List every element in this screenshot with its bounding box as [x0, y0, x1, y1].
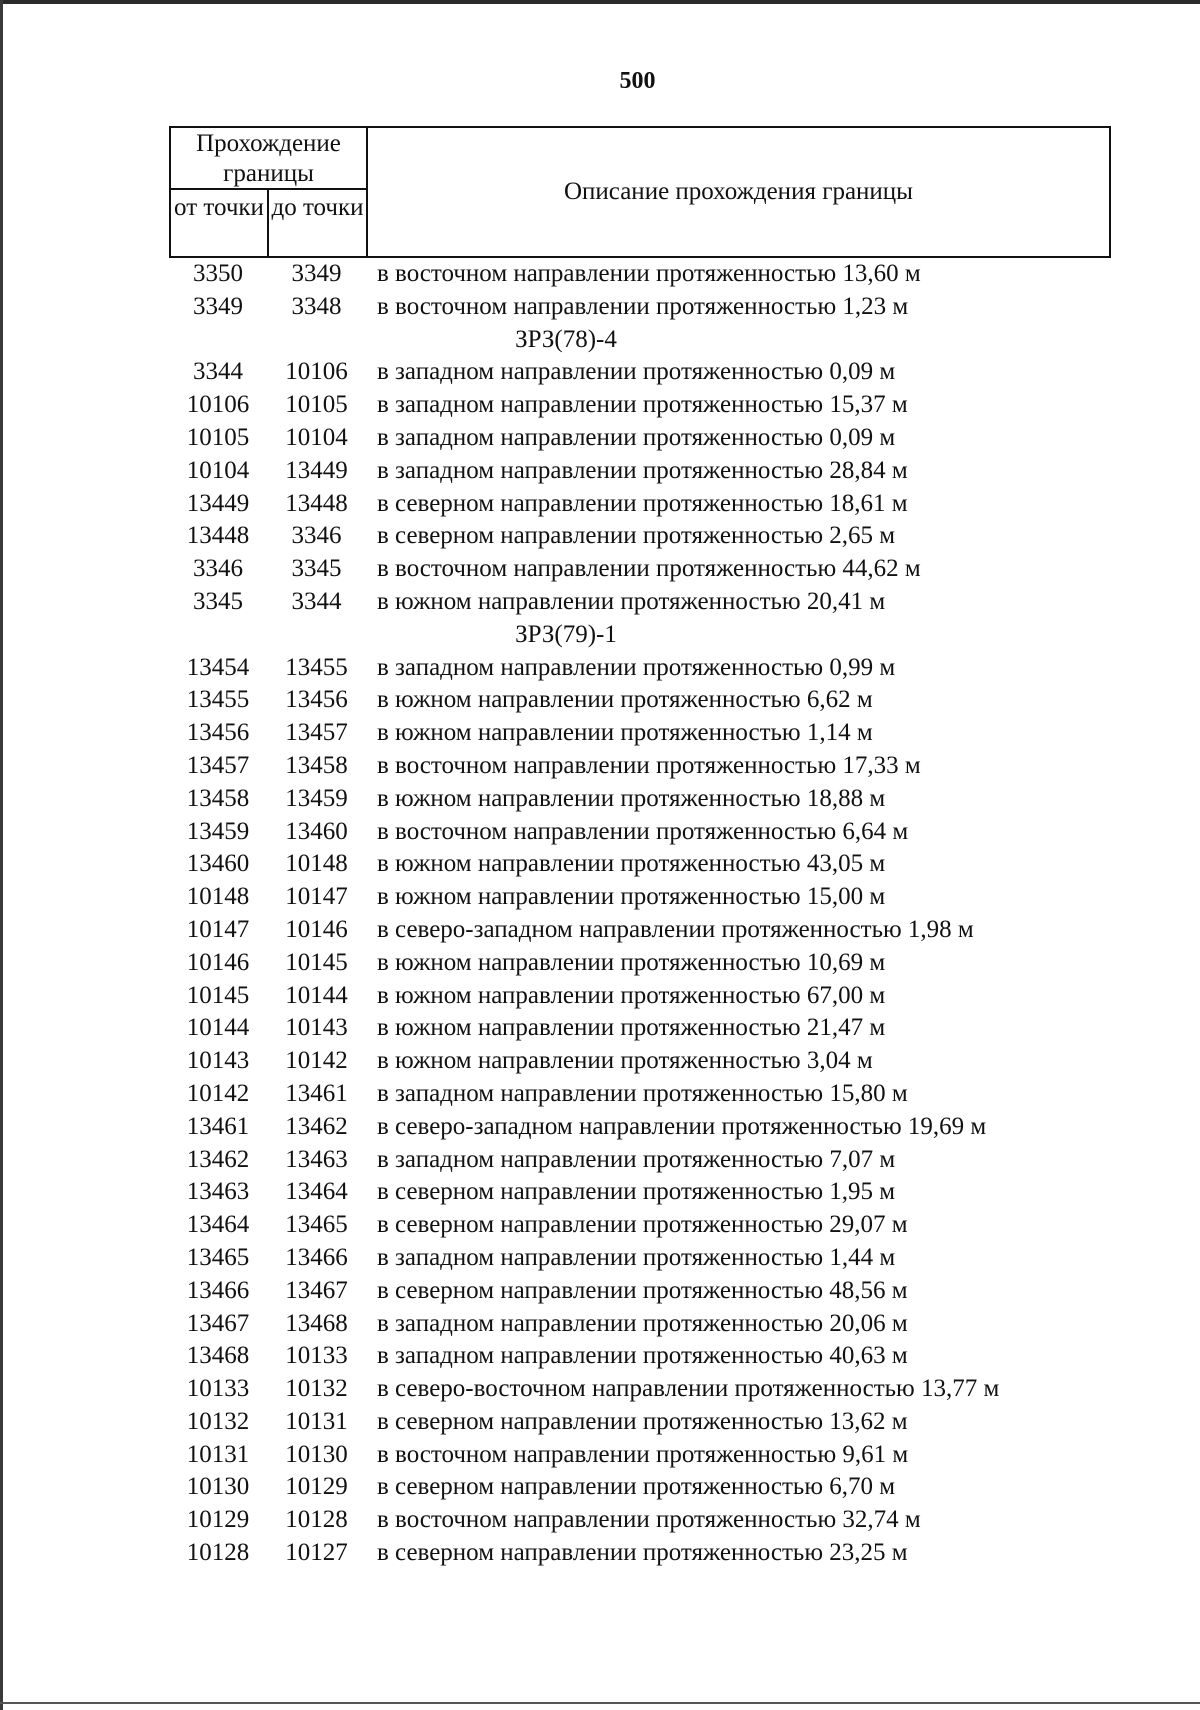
from-point-cell: 3344 — [193, 358, 243, 386]
from-point-cell: 10129 — [186, 1506, 250, 1534]
table-row — [169, 455, 1111, 488]
to-point-cell: 13458 — [285, 751, 348, 779]
description-cell: в северном направлении протяженностью 6,70 м — [377, 1473, 896, 1501]
to-point-cell: 13449 — [285, 456, 348, 484]
to-point-cell: 13464 — [285, 1178, 348, 1206]
table-row — [169, 1340, 1111, 1373]
description-cell: в южном направлении протяженностью 20,41 м — [377, 587, 886, 615]
from-point-cell: 10146 — [186, 948, 250, 976]
section-label: ЗРЗ(79)-1 — [515, 620, 617, 648]
description-cell: в западном направлении протяженностью 7,07 м — [377, 1145, 896, 1173]
description-cell: в северном направлении протяженностью 23,25 м — [377, 1539, 908, 1567]
from-point-cell: 10105 — [186, 423, 250, 451]
table-row — [169, 356, 1111, 389]
description-cell: в южном направлении протяженностью 6,62 м — [377, 686, 873, 714]
description-cell: в северном направлении протяженностью 48,56 м — [377, 1276, 908, 1304]
to-point-cell: 13459 — [285, 784, 348, 812]
description-cell: в западном направлении протяженностью 40,63 м — [377, 1342, 908, 1370]
scan-edge-top — [0, 0, 1200, 4]
to-point-cell: 10142 — [285, 1047, 348, 1075]
table-row — [169, 1176, 1111, 1209]
table-row — [169, 291, 1111, 324]
description-cell: в северном направлении протяженностью 2,65 м — [377, 522, 896, 550]
table-row — [169, 1537, 1111, 1570]
section-row — [169, 619, 1111, 652]
to-point-cell: 10106 — [285, 358, 348, 386]
header-from-point: от точки — [171, 190, 269, 258]
to-point-cell: 10130 — [285, 1440, 348, 1468]
table-header — [169, 126, 1111, 258]
table-row — [169, 881, 1111, 914]
to-point-cell: 3346 — [291, 522, 342, 550]
table-row — [169, 1308, 1111, 1341]
to-point-cell: 13468 — [285, 1309, 348, 1337]
table-row — [169, 1373, 1111, 1406]
to-point-cell: 10104 — [285, 423, 348, 451]
to-point-cell: 13465 — [285, 1211, 348, 1239]
header-boundary-passage: Прохождение границы — [171, 128, 368, 190]
description-cell: в северном направлении протяженностью 18,61 м — [377, 489, 908, 517]
to-point-cell: 10145 — [285, 948, 348, 976]
description-cell: в восточном направлении протяженностью 6,64 м — [377, 817, 909, 845]
description-cell: в северо-западном направлении протяженностью 1,98 м — [377, 915, 974, 943]
description-cell: в западном направлении протяженностью 28,84 м — [377, 456, 908, 484]
from-point-cell: 10147 — [186, 915, 250, 943]
description-cell: в западном направлении протяженностью 15,37 м — [377, 391, 908, 419]
description-cell: в южном направлении протяженностью 15,00 м — [377, 883, 886, 911]
from-point-cell: 10132 — [186, 1407, 250, 1435]
description-cell: в южном направлении протяженностью 3,04 м — [377, 1047, 873, 1075]
scan-edge-bottom — [0, 1702, 1200, 1704]
table-row — [169, 553, 1111, 586]
to-point-cell: 13461 — [285, 1079, 348, 1107]
to-point-cell: 10144 — [285, 981, 348, 1009]
from-point-cell: 13461 — [186, 1112, 250, 1140]
from-point-cell: 10133 — [186, 1375, 250, 1403]
from-point-cell: 10143 — [186, 1047, 250, 1075]
to-point-cell: 10129 — [285, 1473, 348, 1501]
from-point-cell: 10106 — [186, 391, 250, 419]
description-cell: в северном направлении протяженностью 29,07 м — [377, 1211, 908, 1239]
from-point-cell: 10104 — [186, 456, 250, 484]
description-cell: в южном направлении протяженностью 43,05 м — [377, 850, 886, 878]
table-row — [169, 1504, 1111, 1537]
table-row — [169, 586, 1111, 619]
from-point-cell: 13467 — [186, 1309, 250, 1337]
from-point-cell: 13465 — [186, 1243, 250, 1271]
description-cell: в западном направлении протяженностью 0,09 м — [377, 358, 896, 386]
page-number: 500 — [619, 68, 656, 94]
from-point-cell: 13462 — [186, 1145, 250, 1173]
from-point-cell: 13464 — [186, 1211, 250, 1239]
description-cell: в западном направлении протяженностью 0,09 м — [377, 423, 896, 451]
from-point-cell: 13456 — [186, 719, 250, 747]
to-point-cell: 3344 — [291, 587, 342, 615]
description-cell: в северо-западном направлении протяженностью 19,69 м — [377, 1112, 987, 1140]
from-point-cell: 3349 — [193, 292, 243, 320]
from-point-cell: 13449 — [186, 489, 250, 517]
table-row — [169, 914, 1111, 947]
description-cell: в южном направлении протяженностью 1,14 м — [377, 719, 873, 747]
to-point-cell: 10148 — [285, 850, 348, 878]
from-point-cell: 10142 — [186, 1079, 250, 1107]
description-cell: в восточном направлении протяженностью 1,23 м — [377, 292, 909, 320]
table-row — [169, 980, 1111, 1013]
table-row — [169, 1439, 1111, 1472]
description-cell: в северном направлении протяженностью 13,62 м — [377, 1407, 908, 1435]
table-row — [169, 1209, 1111, 1242]
to-point-cell: 3345 — [291, 555, 342, 583]
header-description-label: Описание прохождения границы — [564, 178, 913, 205]
description-cell: в южном направлении протяженностью 10,69 м — [377, 948, 886, 976]
description-cell: в северном направлении протяженностью 1,95 м — [377, 1178, 896, 1206]
to-point-cell: 13448 — [285, 489, 348, 517]
table-row — [169, 1012, 1111, 1045]
to-point-cell: 13462 — [285, 1112, 348, 1140]
table-row — [169, 1111, 1111, 1144]
table-row — [169, 848, 1111, 881]
description-cell: в восточном направлении протяженностью 17,33 м — [377, 751, 921, 779]
to-point-cell: 10132 — [285, 1375, 348, 1403]
description-cell: в западном направлении протяженностью 1,44 м — [377, 1243, 896, 1271]
to-point-cell: 13466 — [285, 1243, 348, 1271]
from-point-cell: 13457 — [186, 751, 250, 779]
from-point-cell: 13454 — [186, 653, 250, 681]
to-point-cell: 3348 — [291, 292, 342, 320]
to-point-cell: 10133 — [285, 1342, 348, 1370]
from-point-cell: 13459 — [186, 817, 250, 845]
table-row — [169, 684, 1111, 717]
from-point-cell: 13455 — [186, 686, 250, 714]
description-cell: в западном направлении протяженностью 15,80 м — [377, 1079, 908, 1107]
to-point-cell: 3349 — [291, 260, 342, 287]
description-cell: в восточном направлении протяженностью 9,61 м — [377, 1440, 909, 1468]
to-point-cell: 13456 — [285, 686, 348, 714]
from-point-cell: 10128 — [186, 1539, 250, 1567]
to-point-cell: 10131 — [285, 1407, 348, 1435]
table-row — [169, 1242, 1111, 1275]
description-cell: в южном направлении протяженностью 67,00 м — [377, 981, 886, 1009]
from-point-cell: 10145 — [186, 981, 250, 1009]
description-cell: в восточном направлении протяженностью 44,62 м — [377, 555, 921, 583]
table-body — [169, 258, 1111, 1570]
to-point-cell: 13455 — [285, 653, 348, 681]
table-row — [169, 1144, 1111, 1177]
description-cell: в северо-восточном направлении протяженностью 13,77 м — [377, 1375, 1000, 1403]
from-point-cell: 10131 — [186, 1440, 250, 1468]
table-row — [169, 1045, 1111, 1078]
from-point-cell: 3350 — [193, 260, 243, 287]
from-point-cell: 13466 — [186, 1276, 250, 1304]
to-point-cell: 10127 — [285, 1539, 348, 1567]
to-point-cell: 10146 — [285, 915, 348, 943]
from-point-cell: 3345 — [193, 587, 243, 615]
from-point-cell: 10148 — [186, 883, 250, 911]
to-point-cell: 10147 — [285, 883, 348, 911]
description-cell: в западном направлении протяженностью 20,06 м — [377, 1309, 908, 1337]
header-description — [368, 128, 1109, 256]
to-point-cell: 13460 — [285, 817, 348, 845]
section-label: ЗРЗ(78)-4 — [515, 325, 617, 353]
table-row — [169, 783, 1111, 816]
table-row — [169, 947, 1111, 980]
from-point-cell: 10130 — [186, 1473, 250, 1501]
table-row — [169, 1471, 1111, 1504]
section-row — [169, 324, 1111, 357]
table-row — [169, 258, 1111, 291]
header-to-point: до точки — [269, 190, 368, 258]
from-point-cell: 10144 — [186, 1014, 250, 1042]
description-cell: в южном направлении протяженностью 21,47 м — [377, 1014, 886, 1042]
table-row — [169, 1275, 1111, 1308]
table-row — [169, 1406, 1111, 1439]
table-row — [169, 750, 1111, 783]
description-cell: в восточном направлении протяженностью 32,74 м — [377, 1506, 921, 1534]
table-row — [169, 652, 1111, 685]
description-cell: в западном направлении протяженностью 0,99 м — [377, 653, 896, 681]
to-point-cell: 13463 — [285, 1145, 348, 1173]
table-row — [169, 816, 1111, 849]
description-cell: в южном направлении протяженностью 18,88 м — [377, 784, 886, 812]
table-row — [169, 422, 1111, 455]
table-row — [169, 488, 1111, 521]
table-row — [169, 1078, 1111, 1111]
description-cell: в восточном направлении протяженностью 13,60 м — [377, 260, 921, 287]
scan-edge-left — [0, 0, 3, 1710]
to-point-cell: 10105 — [285, 391, 348, 419]
from-point-cell: 13463 — [186, 1178, 250, 1206]
from-point-cell: 3346 — [193, 555, 243, 583]
to-point-cell: 10143 — [285, 1014, 348, 1042]
table-row — [169, 717, 1111, 750]
table-row — [169, 520, 1111, 553]
to-point-cell: 13467 — [285, 1276, 348, 1304]
from-point-cell: 13448 — [186, 522, 250, 550]
from-point-cell: 13460 — [186, 850, 250, 878]
from-point-cell: 13468 — [186, 1342, 250, 1370]
table-row — [169, 389, 1111, 422]
from-point-cell: 13458 — [186, 784, 250, 812]
to-point-cell: 13457 — [285, 719, 348, 747]
to-point-cell: 10128 — [285, 1506, 348, 1534]
